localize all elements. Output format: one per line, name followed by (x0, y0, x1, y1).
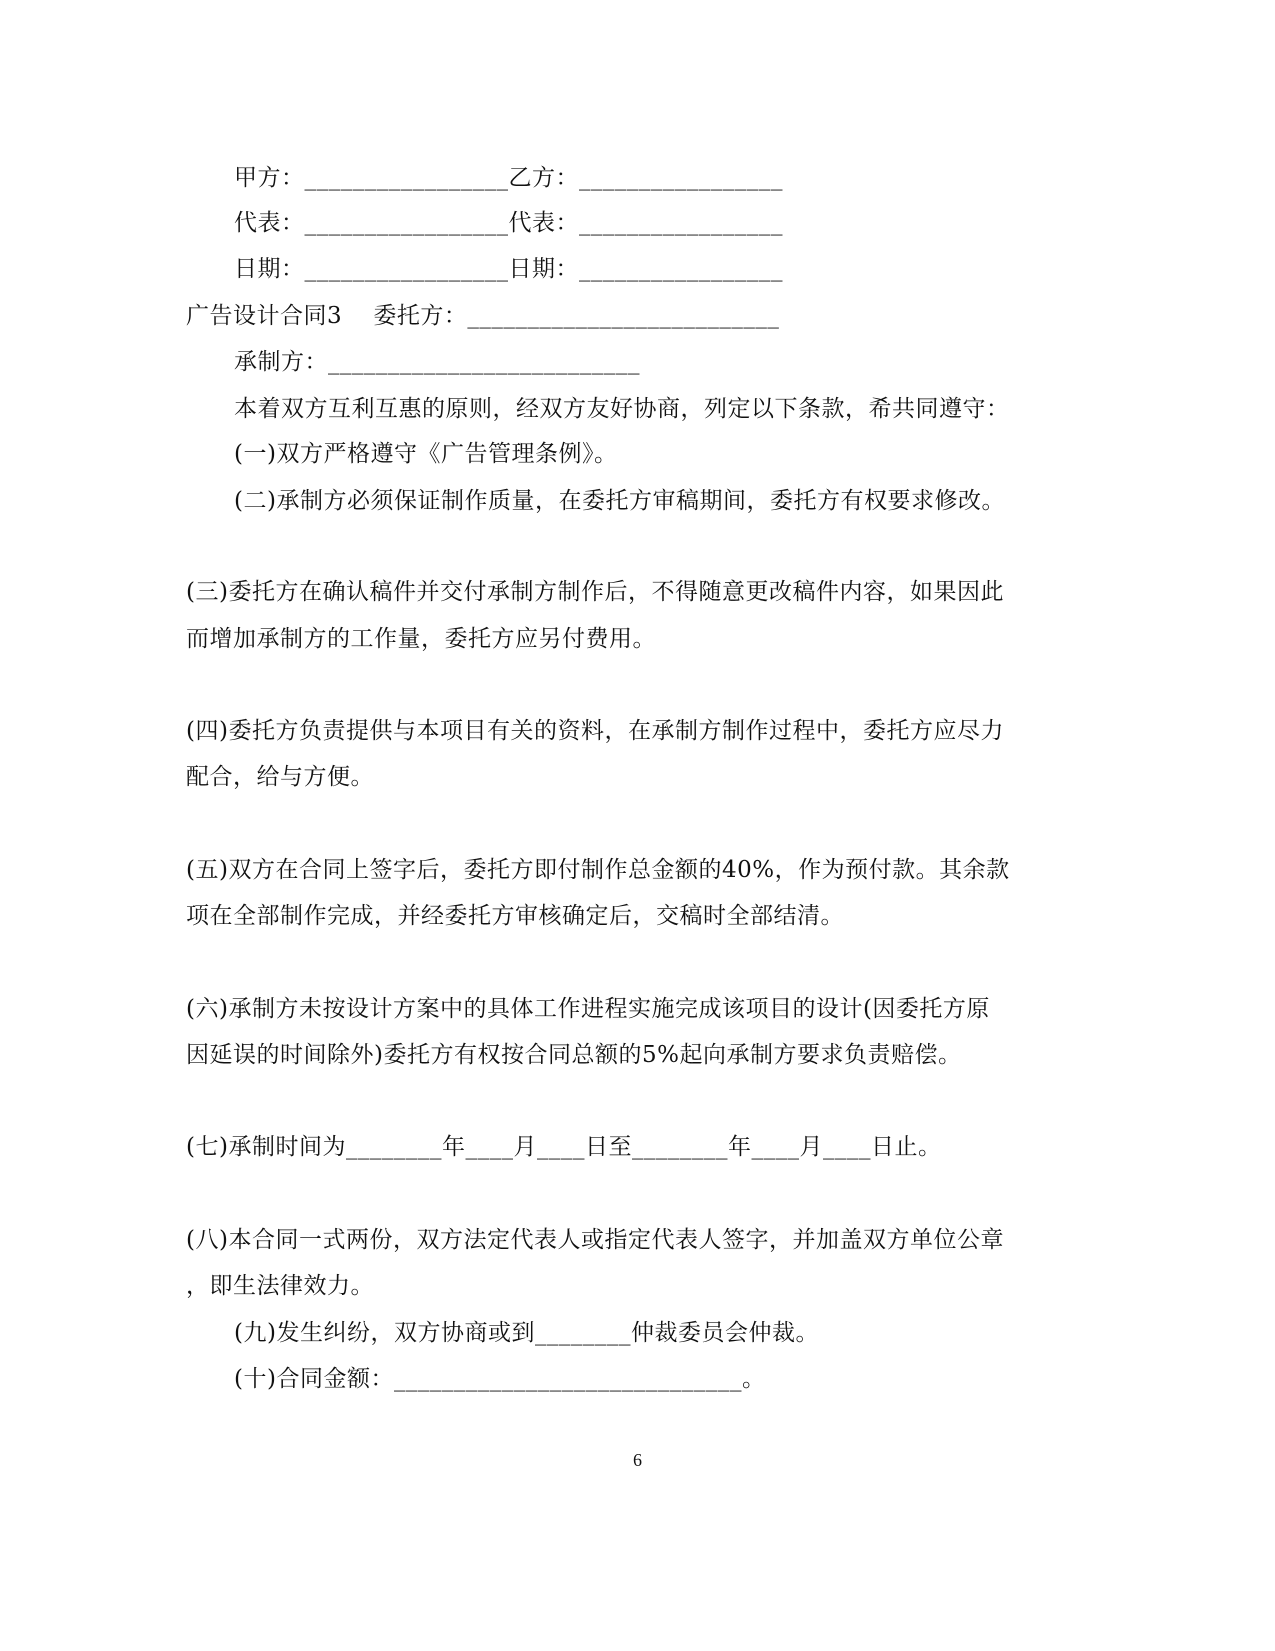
text-line: (五)双方在合同上签字后，委托方即付制作总金额的40%，作为预付款。其余款 (186, 857, 1010, 883)
page-number: 6 (633, 1450, 642, 1470)
text-line: (六)承制方未按设计方案中的具体工作进程实施完成该项目的设计(因委托方原 (186, 996, 990, 1022)
text-line: (八)本合同一式两份，双方法定代表人或指定代表人签字，并加盖双方单位公章 (186, 1227, 1004, 1253)
text-line: (三)委托方在确认稿件并交付承制方制作后，不得随意更改稿件内容，如果因此 (186, 579, 1004, 605)
text-line: 甲方：_________________乙方：_________________ (234, 165, 783, 191)
text-line: 本着双方互利互惠的原则，经双方友好协商，列定以下条款，希共同遵守： (234, 396, 1010, 422)
text-line: 承制方：__________________________ (234, 349, 640, 375)
text-line: 代表：_________________代表：_________________ (234, 210, 783, 236)
text-line: (七)承制时间为________年____月____日至________年____月____日止。 (186, 1134, 942, 1160)
text-line: 项在全部制作完成，并经委托方审核确定后，交稿时全部结清。 (186, 903, 844, 929)
text-line: (四)委托方负责提供与本项目有关的资料，在承制方制作过程中，委托方应尽力 (186, 718, 1004, 744)
text-line: ，即生法律效力。 (186, 1273, 374, 1299)
text-line: (十)合同金额：_____________________________。 (234, 1366, 766, 1392)
text-line: (九)发生纠纷，双方协商或到________仲裁委员会仲裁。 (234, 1320, 819, 1346)
text-line: 日期：_________________日期：_________________ (234, 256, 783, 282)
text-line: 因延误的时间除外)委托方有权按合同总额的5%起向承制方要求负责赔偿。 (186, 1042, 962, 1068)
text-line: 配合，给与方便。 (186, 764, 374, 790)
text-line: (一)双方严格遵守《广告管理条例》。 (234, 441, 618, 467)
text-line: (二)承制方必须保证制作质量，在委托方审稿期间，委托方有权要求修改。 (234, 488, 1005, 514)
text-line: 广告设计合同3 委托方：__________________________ (186, 303, 780, 329)
text-line: 而增加承制方的工作量，委托方应另付费用。 (186, 626, 656, 652)
